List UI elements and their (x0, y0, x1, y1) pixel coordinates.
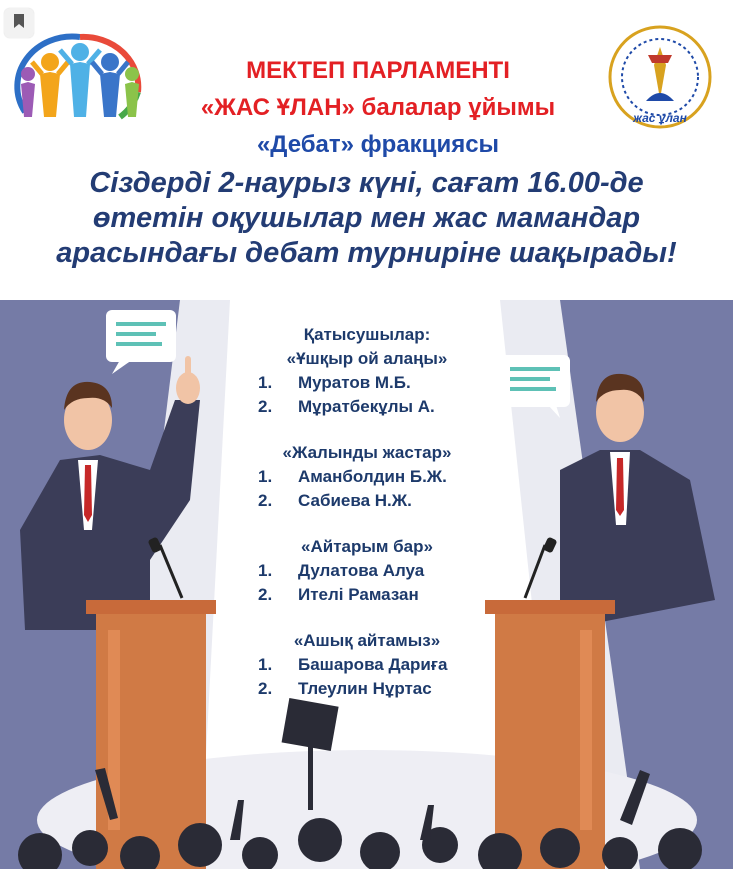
right-podium (485, 600, 615, 869)
invite-line-1: Сіздерді 2-наурыз күні, сағат 16.00-де (89, 167, 644, 199)
participants-title: Қатысушылар: (303, 325, 431, 344)
zhas-ulan-emblem-icon (608, 25, 712, 129)
member-number: 1. (258, 655, 273, 674)
list-item (232, 491, 502, 515)
member-name: Сабиева Н.Ж. (298, 491, 412, 510)
title-line-3: «Дебат» фракциясы (256, 131, 500, 158)
invite-line-3: арасындағы дебат турниріне шақырады! (56, 237, 677, 269)
member-number: 2. (258, 397, 273, 416)
member-number: 1. (258, 467, 273, 486)
invite-line-2: өтетін оқушылар мен жас мамандар (92, 202, 641, 234)
participants-list (232, 325, 502, 703)
member-name: Аманболдин Б.Ж. (298, 467, 447, 486)
title-line-2: «ЖАС ҰЛАН» балалар ұйымы (200, 94, 556, 121)
member-name: Дулатова Алуа (298, 561, 425, 580)
member-name: Мұратбекұлы А. (298, 397, 435, 416)
list-item (232, 467, 502, 491)
team-name: «Ашық айтамыз» (293, 631, 441, 650)
member-number: 2. (258, 585, 273, 604)
member-name: Муратов М.Б. (298, 373, 411, 392)
list-item (232, 373, 502, 397)
member-number: 1. (258, 561, 273, 580)
member-name: Башарова Дариға (298, 655, 448, 674)
emblem-text: жас ұлан (633, 111, 687, 125)
title-line-1: МЕКТЕП ПАРЛАМЕНТІ (246, 57, 510, 84)
people-circle-logo-icon (10, 22, 150, 122)
list-item (232, 585, 502, 609)
member-number: 2. (258, 679, 273, 698)
team-name: «Ұшқыр ой алаңы» (286, 349, 448, 368)
list-item (232, 561, 502, 585)
poster-header (0, 0, 733, 300)
team-name: «Жалынды жастар» (282, 443, 452, 462)
team-name: «Айтарым бар» (301, 537, 433, 556)
list-item (232, 397, 502, 421)
list-item (232, 655, 502, 679)
member-number: 2. (258, 491, 273, 510)
member-name: Ителі Рамазан (298, 585, 419, 604)
member-number: 1. (258, 373, 273, 392)
list-item (232, 679, 502, 703)
member-name: Тлеулин Нұртас (298, 679, 432, 698)
